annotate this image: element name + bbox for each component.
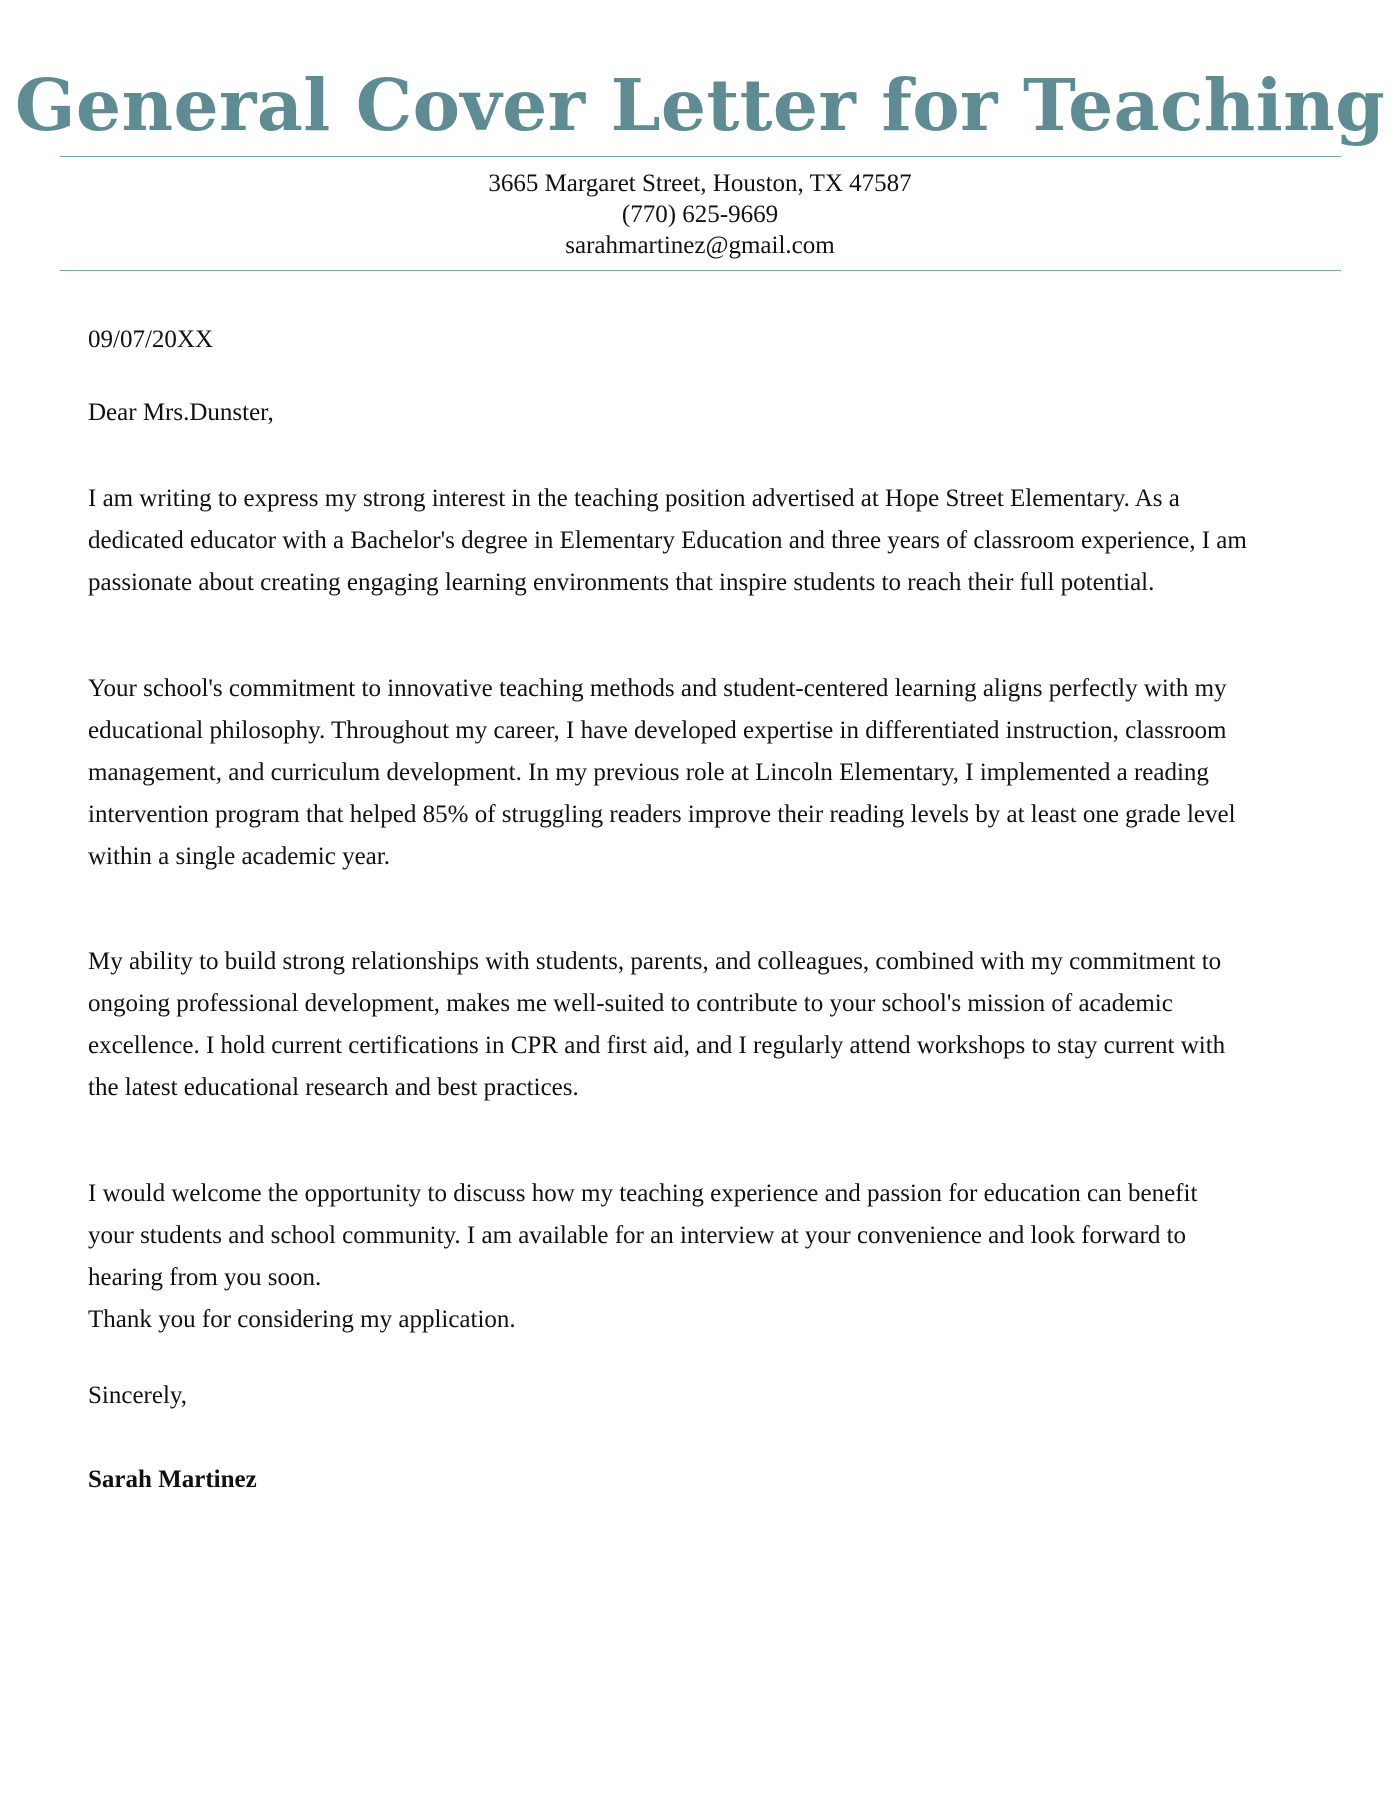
contact-block bbox=[0, 168, 1400, 261]
letter-thanks: Thank you for considering my application. bbox=[88, 1306, 516, 1333]
contact-address: 3665 Margaret Street, Houston, TX 47587 bbox=[488, 170, 912, 197]
letter-closing: Sincerely, bbox=[88, 1382, 188, 1409]
letter-body bbox=[88, 324, 1248, 1493]
letter-date: 09/07/20XX bbox=[88, 326, 213, 353]
letter-salutation: Dear Mrs.Dunster, bbox=[88, 399, 274, 426]
header-bottom-divider bbox=[60, 270, 1341, 271]
letter-paragraph-2: Your school's commitment to innovative teaching methods and student-centered learning aligns perfectly with my educational philosophy. Throughout my career, I have developed expertise in differentiated instruction, classroom management, and curriculum development. In my previous role at Lincoln Elementary, I implemented a reading intervention program that helped 85% of struggling readers improve their reading levels by at least one grade level within a single academic year. bbox=[88, 675, 1236, 870]
contact-email: sarahmartinez@gmail.com bbox=[565, 232, 835, 259]
letter-paragraph-3: My ability to build strong relationships with students, parents, and colleagues, combined with my commitment to ongoing professional development, makes me well-suited to contribute to your school's mission of academic excellence. I hold current certifications in CPR and first aid, and I regularly attend workshops to stay current with the latest educational research and best practices. bbox=[88, 948, 1226, 1101]
letter-signature: Sarah Martinez bbox=[88, 1466, 257, 1493]
header-top-divider bbox=[60, 156, 1341, 157]
page-title: General Cover Letter for Teaching bbox=[14, 63, 1386, 147]
letter-paragraph-4: I would welcome the opportunity to discuss how my teaching experience and passion for education can benefit your students and school community. I am available for an interview at your convenience and look forward to hearing from you soon. bbox=[88, 1180, 1198, 1291]
letter-paragraph-1: I am writing to express my strong interest in the teaching position advertised at Hope Street Elementary. As a dedicated educator with a Bachelor's degree in Elementary Education and three years of classroom experience, I am passionate about creating engaging learning environments that inspire students to reach their full potential. bbox=[88, 485, 1247, 596]
contact-phone: (770) 625-9669 bbox=[621, 201, 779, 228]
